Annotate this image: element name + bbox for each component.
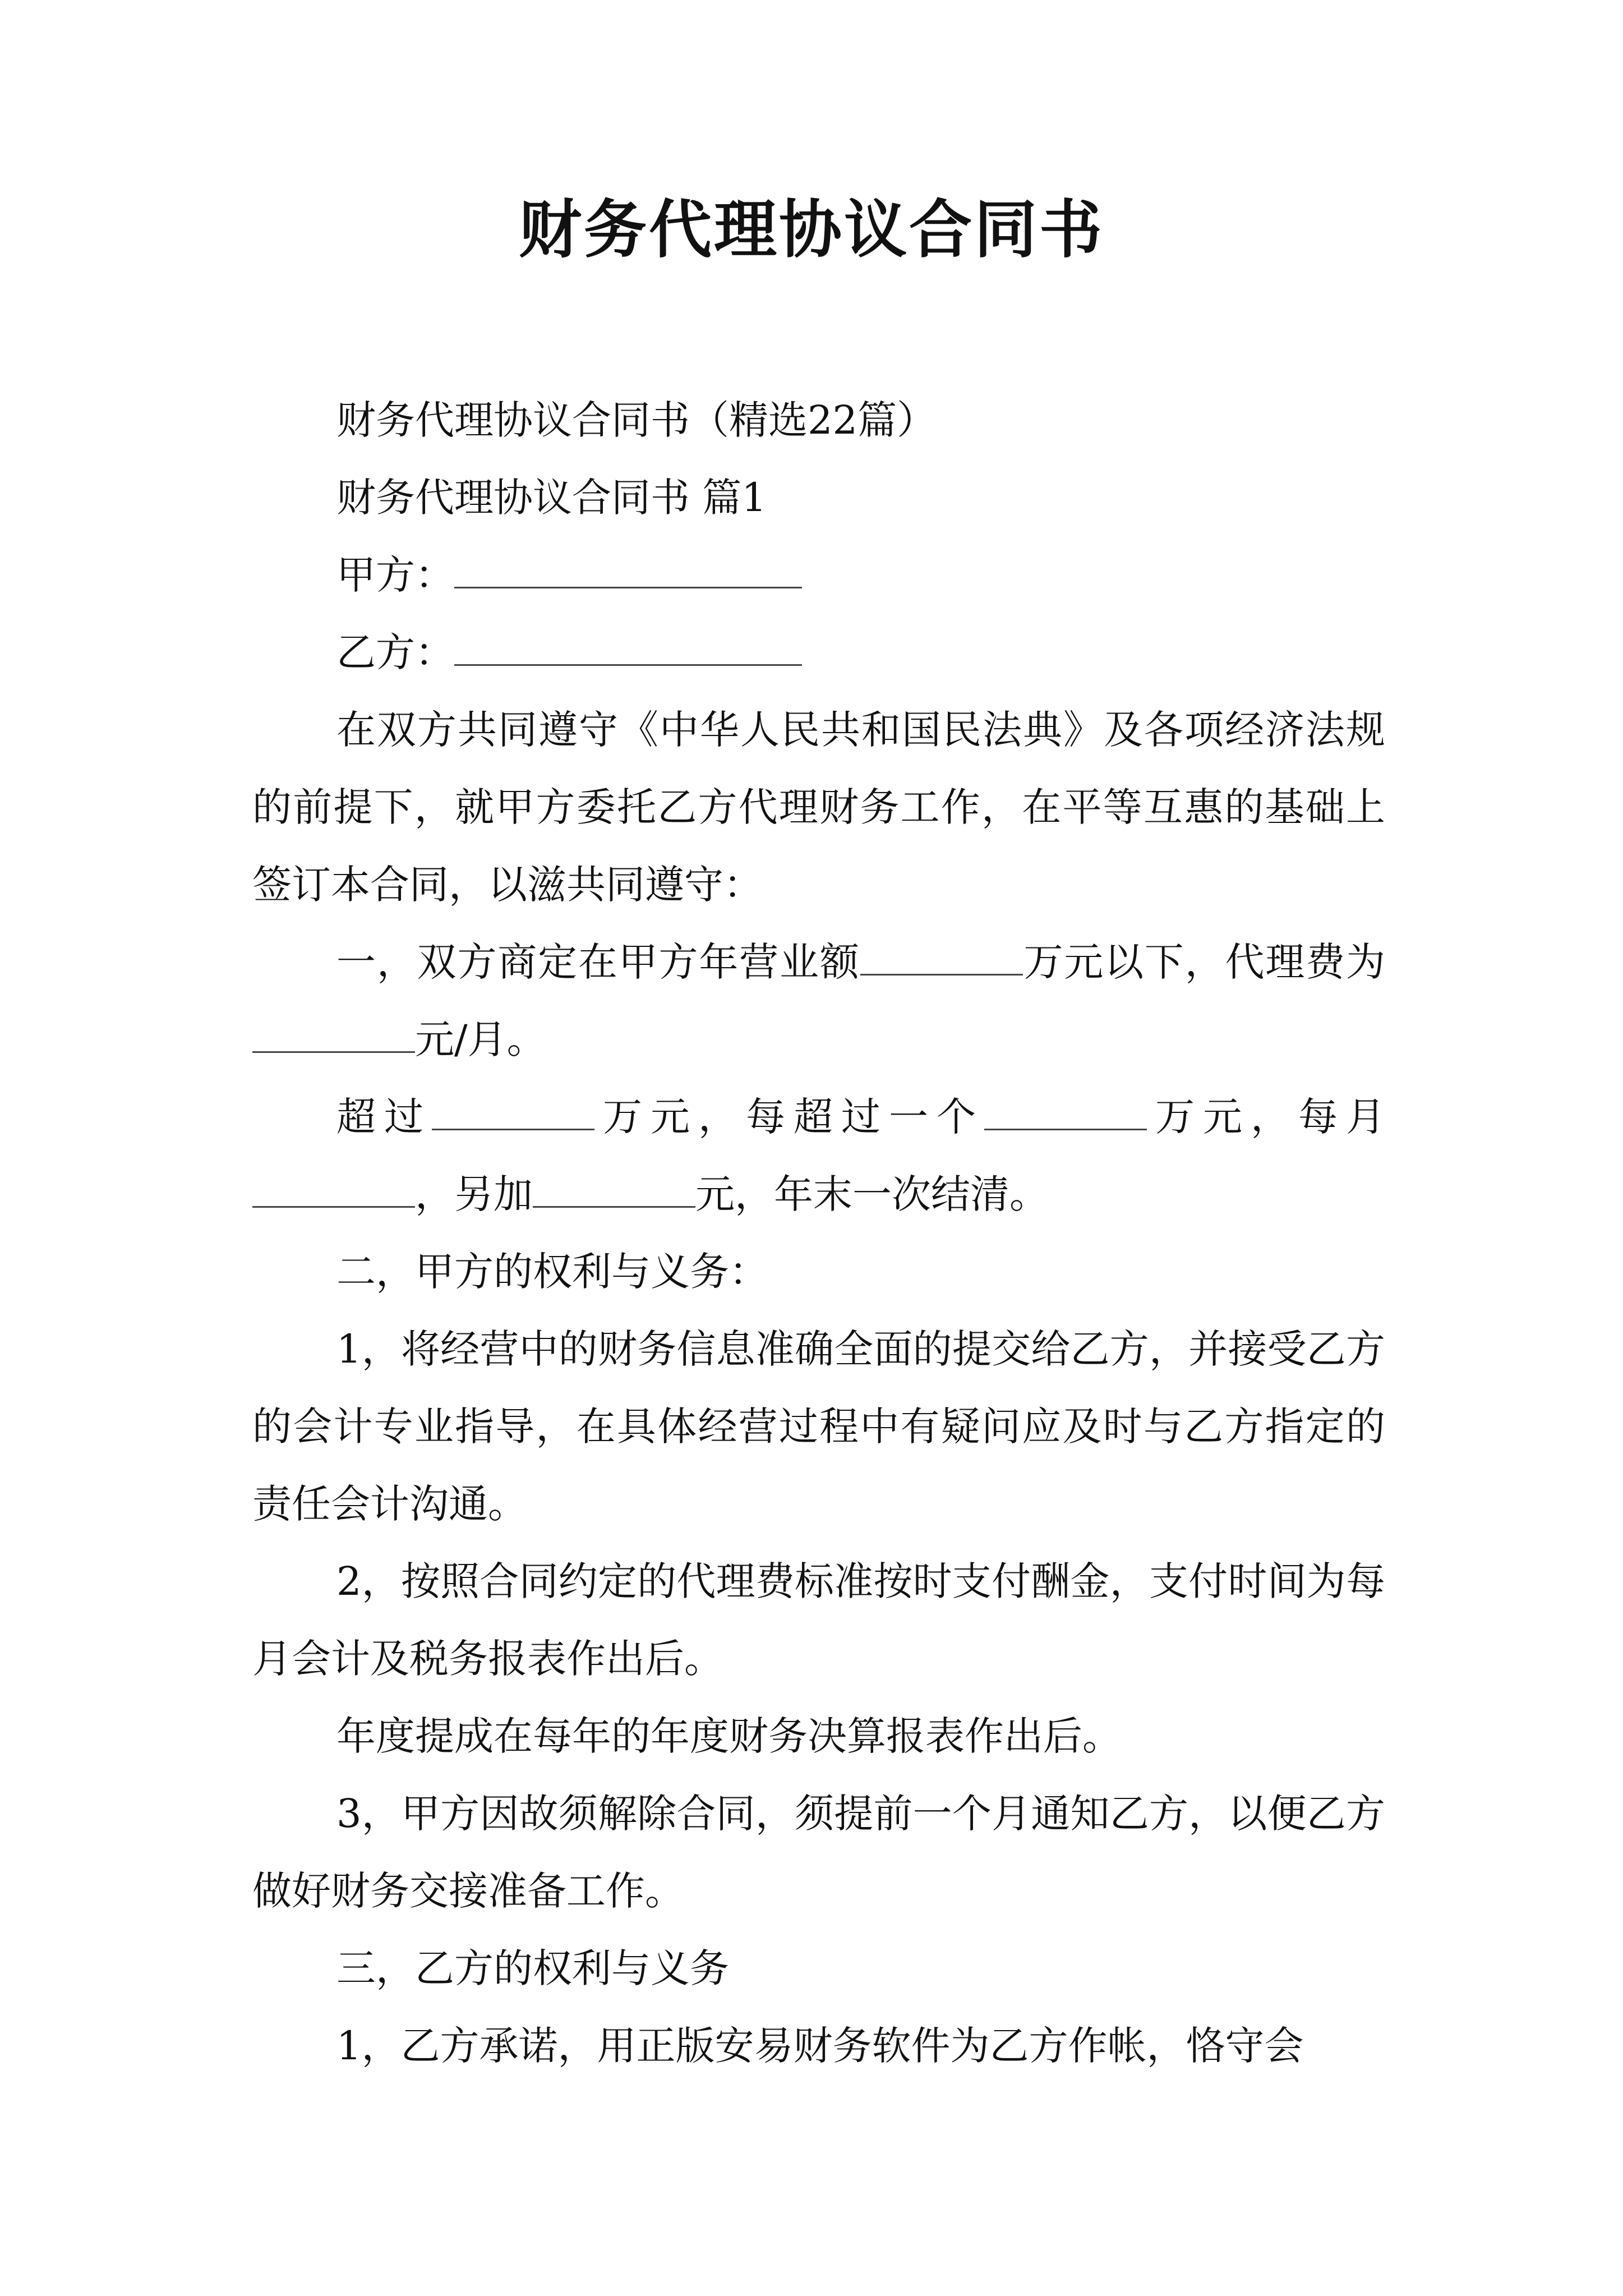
section-2-item-3: 3，甲方因故须解除合同，须提前一个月通知乙方，以便乙方做好财务交接准备工作。: [252, 1791, 1385, 1914]
section-2-item-2: 2，按照合同约定的代理费标准按时支付酬金，支付时间为每月会计及税务报表作出后。: [252, 1558, 1385, 1682]
clause-1b-blank-3: [252, 1172, 415, 1208]
clause-1b-blank-2: [984, 1095, 1147, 1130]
clause-1-text-b: 万元以下，代理费为: [1022, 939, 1386, 985]
party-b-line: [252, 614, 1385, 691]
party-a-label: 甲方：: [336, 552, 454, 598]
clause-1b-blank-1: [432, 1095, 594, 1130]
clause-1b-paragraph: [252, 1078, 1385, 1233]
intro-paragraph: 在双方共同遵守《中华人民共和国民法典》及各项经济法规的前提下，就甲方委托乙方代理财务工作，在平等互惠的基础上签订本合同，以滋共同遵守：: [252, 707, 1385, 908]
clause-1-paragraph: [252, 923, 1385, 1078]
clause-1-blank-revenue: [860, 940, 1023, 976]
clause-1-text-c: 元/月。: [415, 1016, 546, 1062]
section-3-title: 三，乙方的权利与义务: [336, 1945, 729, 1991]
party-b-blank: [454, 631, 802, 666]
section-2-item-2-note: 年度提成在每年的年度财务决算报表作出后。: [336, 1713, 1122, 1759]
clause-1b-blank-4: [533, 1172, 695, 1208]
clause-1b-text-a: 超过: [336, 1094, 432, 1140]
section-2-title: 二，甲方的权利与义务：: [336, 1249, 768, 1295]
party-a-blank: [454, 553, 802, 588]
section-2-item-1: 1，将经营中的财务信息准确全面的提交给乙方，并接受乙方的会计专业指导，在具体经营过程中有疑问应及时与乙方指定的责任会计沟通。: [252, 1326, 1385, 1527]
section-3-item-1: 1，乙方承诺，用正版安易财务软件为乙方作帐，恪守会: [336, 2023, 1304, 2069]
document-body: [252, 381, 1385, 2085]
party-a-line: [252, 536, 1385, 614]
clause-1-text-a: 一，双方商定在甲方年营业额: [336, 939, 860, 985]
document-title: 财务代理协议合同书: [519, 193, 1104, 266]
heading-part: 财务代理协议合同书 篇1: [336, 475, 767, 521]
heading-selected: 财务代理协议合同书（精选22篇）: [336, 397, 937, 443]
clause-1b-text-e: 元，年末一次结清。: [695, 1171, 1049, 1217]
clause-1b-text-c: 万元，每月: [1147, 1094, 1385, 1140]
party-b-label: 乙方：: [336, 629, 454, 675]
clause-1b-text-b: 万元，每超过一个: [594, 1094, 984, 1140]
clause-1b-text-d: ，另加: [415, 1171, 533, 1217]
clause-1-blank-fee: [252, 1018, 415, 1053]
